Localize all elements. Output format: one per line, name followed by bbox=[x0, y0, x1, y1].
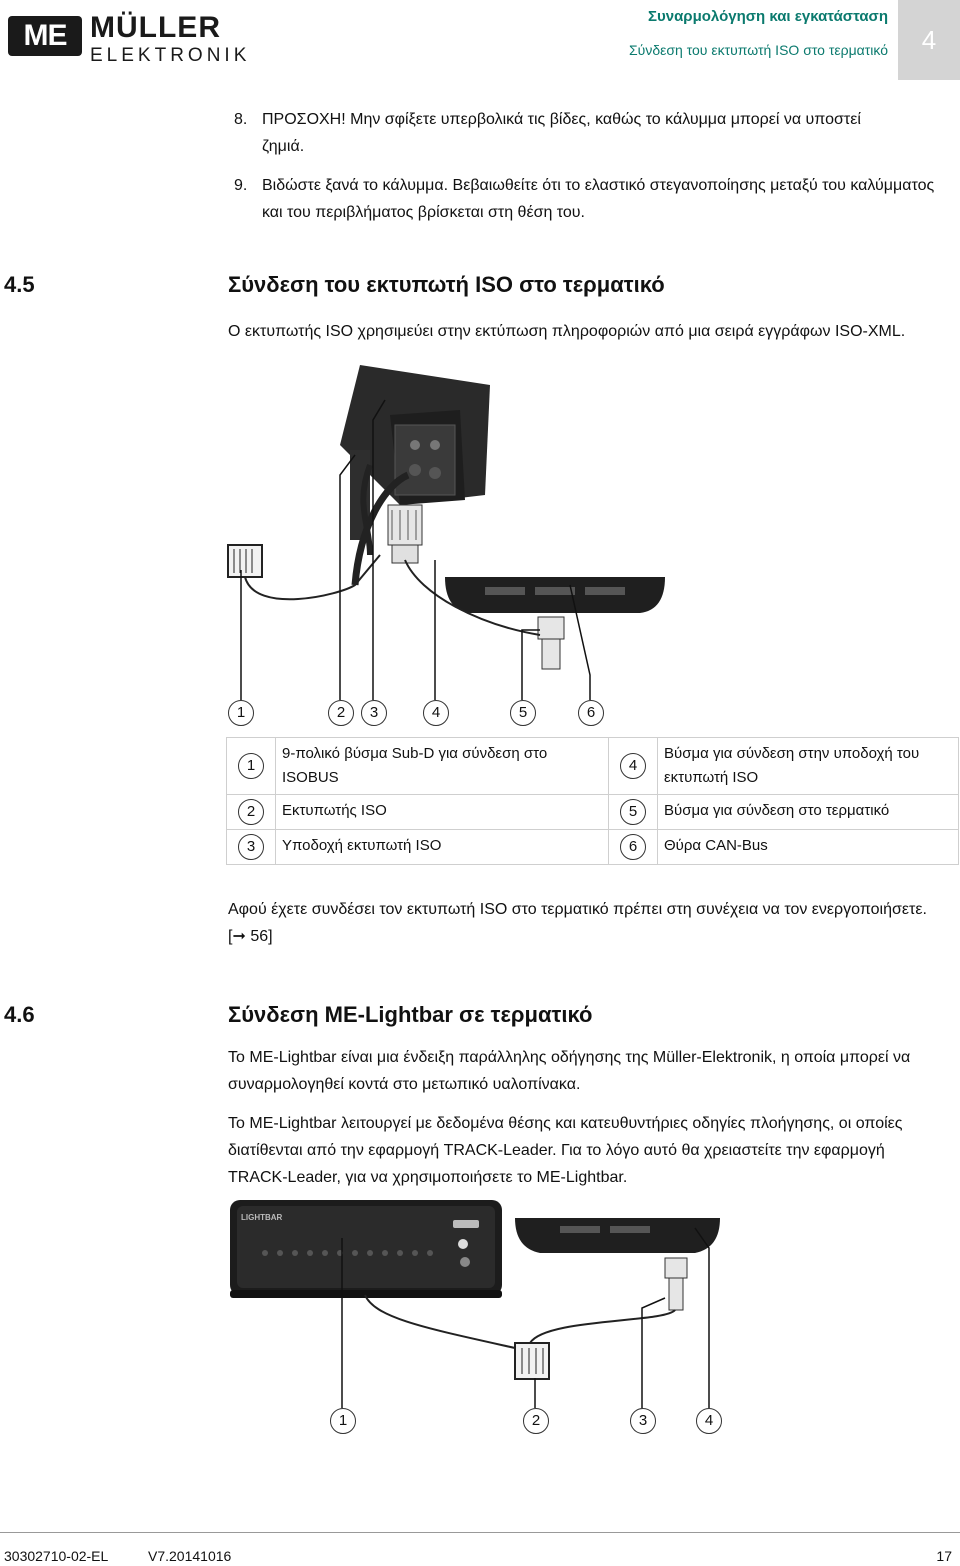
legend-text: ISOBUS bbox=[282, 769, 339, 786]
section-4-5-number: 4.5 bbox=[4, 272, 35, 297]
footer-version: V7.20141016 bbox=[148, 1548, 232, 1564]
callout-4: 4 bbox=[696, 1408, 722, 1434]
iso-printer-diagram bbox=[220, 355, 680, 735]
lightbar-figure-callouts bbox=[330, 1408, 730, 1438]
header-section-title: Σύνδεση του εκτυπωτή ISO στο τερματικό bbox=[629, 42, 888, 58]
legend-text: Εκτυπωτής ISO bbox=[282, 802, 387, 819]
legend-number: 3 bbox=[238, 834, 264, 860]
lightbar-label: LIGHTBAR bbox=[241, 1213, 283, 1222]
company-logo bbox=[8, 11, 251, 70]
isobus-plug bbox=[228, 545, 262, 577]
printer-figure-callouts bbox=[228, 700, 628, 730]
paragraph-line: διατίθενται από την εφαρμογή TRACK-Leader. Για το λόγο αυτό θα χρειαστείτε την εφαρμογή bbox=[228, 1142, 885, 1159]
footer-divider bbox=[0, 1532, 960, 1533]
logo-me-mark: ME bbox=[8, 16, 82, 56]
printer-legend-table bbox=[226, 737, 959, 865]
printer-socket-connector bbox=[388, 505, 422, 563]
header-chapter-title: Συναρμολόγηση και εγκατάσταση bbox=[648, 8, 888, 25]
legend-text: Θύρα CAN-Bus bbox=[664, 837, 768, 854]
legend-number: 2 bbox=[238, 799, 264, 825]
legend-text: Βύσμα για σύνδεση στην υποδοχή του bbox=[664, 745, 920, 762]
step-8-text bbox=[262, 106, 861, 160]
paragraph-line: συναρμολογηθεί κοντά στο μετωπικό υαλοπίνακα. bbox=[228, 1076, 581, 1093]
callout-5: 5 bbox=[510, 700, 536, 726]
step-9-line2: και του περιβλήματος βρίσκεται στη θέση του. bbox=[262, 204, 585, 221]
chapter-number-tab: 4 bbox=[898, 0, 960, 80]
legend-text: Υποδοχή εκτυπωτή ISO bbox=[282, 837, 442, 854]
section-4-5-intro: Ο εκτυπωτής ISO χρησιμεύει στην εκτύπωση πληροφοριών από μια σειρά εγγράφων ISO-XML. bbox=[228, 323, 906, 340]
legend-row bbox=[227, 795, 959, 830]
after-connection-text bbox=[228, 896, 927, 950]
footer-doc-number: 30302710-02-EL bbox=[4, 1548, 109, 1564]
callout-3: 3 bbox=[630, 1408, 656, 1434]
callout-3: 3 bbox=[361, 700, 387, 726]
paragraph-line: TRACK-Leader, για να χρησιμοποιήσετε το ME-Lightbar. bbox=[228, 1169, 628, 1186]
paragraph-line: Το ME-Lightbar είναι μια ένδειξη παράλληλης οδήγησης της Müller-Elektronik, η οποία μπορεί να bbox=[228, 1049, 911, 1066]
step-9-text bbox=[262, 172, 934, 226]
legend-text: 9-πολικό βύσμα Sub-D για σύνδεση στο bbox=[282, 745, 548, 762]
lightbar-paragraph-2 bbox=[228, 1110, 902, 1191]
legend-number: 5 bbox=[620, 799, 646, 825]
terminal-device bbox=[515, 1218, 720, 1310]
after-connection-line: Αφού έχετε συνδέσει τον εκτυπωτή ISO στο τερματικό πρέπει στη συνέχεια να τον ενεργοποιήσετε. bbox=[228, 901, 927, 918]
callout-2: 2 bbox=[523, 1408, 549, 1434]
legend-row bbox=[227, 738, 959, 795]
cross-reference[interactable]: [➞ 56] bbox=[228, 928, 273, 945]
terminal-device bbox=[445, 577, 665, 669]
arrow-ref-icon: ➞ bbox=[232, 928, 246, 945]
callout-4: 4 bbox=[423, 700, 449, 726]
legend-text: Βύσμα για σύνδεση στο τερματικό bbox=[664, 802, 890, 819]
callout-1: 1 bbox=[330, 1408, 356, 1434]
legend-number: 1 bbox=[238, 753, 264, 779]
legend-text: εκτυπωτή ISO bbox=[664, 769, 759, 786]
step-9-line1: Βιδώστε ξανά το κάλυμμα. Βεβαιωθείτε ότι το ελαστικό στεγανοποίησης μεταξύ του καλύμματος bbox=[262, 177, 935, 194]
paragraph-line: Το ME-Lightbar λειτουργεί με δεδομένα θέσης και κατευθυντήριες οδηγίες πλοήγησης, οι οποίες bbox=[228, 1115, 903, 1132]
legend-number: 4 bbox=[620, 753, 646, 779]
callout-2: 2 bbox=[328, 700, 354, 726]
section-4-6-number: 4.6 bbox=[4, 1002, 35, 1027]
section-4-6-title: Σύνδεση ME-Lightbar σε τερματικό bbox=[228, 1002, 593, 1027]
cross-reference-page: 56] bbox=[250, 928, 273, 945]
legend-number: 6 bbox=[620, 834, 646, 860]
lightbar-paragraph-1 bbox=[228, 1044, 910, 1098]
step-8-line1: ΠΡΟΣΟΧΗ! Μην σφίξετε υπερβολικά τις βίδες, καθώς το κάλυμμα μπορεί να υποστεί bbox=[262, 111, 861, 128]
lightbar-connector bbox=[515, 1343, 549, 1379]
logo-muller-text: MÜLLER bbox=[90, 11, 221, 44]
legend-row bbox=[227, 830, 959, 865]
section-4-5-title: Σύνδεση του εκτυπωτή ISO στο τερματικό bbox=[228, 272, 665, 297]
step-8-number: 8. bbox=[234, 111, 248, 128]
step-8-line2: ζημιά. bbox=[262, 138, 305, 155]
footer-page-number: 17 bbox=[936, 1548, 952, 1564]
callout-1: 1 bbox=[228, 700, 254, 726]
step-9-number: 9. bbox=[234, 177, 248, 194]
callout-6: 6 bbox=[578, 700, 604, 726]
logo-elektronik-text: ELEKTRONIK bbox=[90, 45, 251, 66]
